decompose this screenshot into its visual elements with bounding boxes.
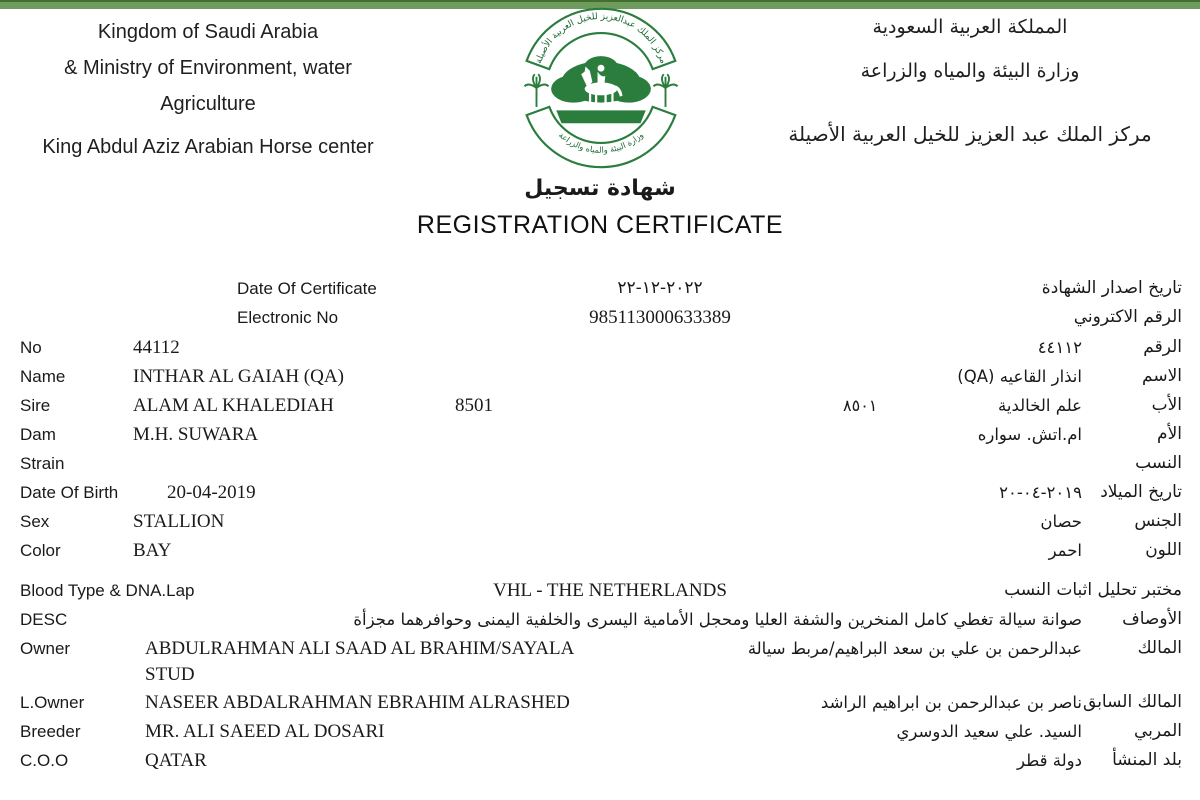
field-label-ar: تاريخ الميلاد bbox=[1100, 482, 1182, 502]
field-value-ar: ٤٤١١٢ bbox=[1037, 338, 1082, 357]
field-label-en: Sex bbox=[20, 512, 50, 531]
field-label-en: No bbox=[20, 338, 42, 357]
certificate-info-section bbox=[0, 274, 1200, 332]
logo-palm-icon-left bbox=[524, 74, 548, 107]
field-label-en: Color bbox=[20, 541, 61, 560]
field-label-ar: الجنس bbox=[1134, 511, 1182, 531]
sire-number-ar: ٨٥٠١ bbox=[843, 396, 878, 415]
field-row-strain bbox=[0, 449, 1200, 478]
field-label-en: L.Owner bbox=[20, 693, 85, 712]
field-label-en: Blood Type & DNA.Lap bbox=[20, 581, 195, 600]
field-value-en: QATAR bbox=[145, 750, 207, 771]
field-value-en: INTHAR AL GAIAH (QA) bbox=[133, 366, 344, 387]
fields-section bbox=[0, 333, 1200, 775]
sire-number-en: 8501 bbox=[455, 395, 493, 416]
field-label-ar: الرقم bbox=[1143, 337, 1182, 357]
cert-info-row bbox=[0, 303, 1200, 332]
logo-top-arc-text: مركز الملك عبدالعزيز للخيل العربية الأصيلة bbox=[534, 11, 668, 66]
field-value-ar: السيد. علي سعيد الدوسري bbox=[896, 722, 1082, 741]
field-label-ar: الأب bbox=[1151, 395, 1182, 415]
field-value-en: NASEER ABDALRAHMAN EBRAHIM ALRASHED bbox=[145, 692, 570, 713]
field-value-ar: ام.اتش. سواره bbox=[977, 425, 1082, 444]
field-label-en: C.O.O bbox=[20, 751, 69, 770]
field-row-dam bbox=[0, 420, 1200, 449]
field-label-en: Breeder bbox=[20, 722, 81, 741]
electronic-no-label-en: Electronic No bbox=[237, 308, 339, 327]
field-row-no bbox=[0, 333, 1200, 362]
cert-date-value: ٢٠٢٢-١٢-٢٢ bbox=[617, 278, 703, 298]
field-value-ar: عبدالرحمن بن علي بن سعد البراهيم/مربط سيالة bbox=[747, 639, 1082, 658]
field-label-ar: مختبر تحليل اثبات النسب bbox=[1004, 580, 1182, 600]
org-name-arabic: مركز الملك عبد العزيز للخيل العربية الأصيلة bbox=[788, 122, 1152, 146]
field-label-ar: الاسم bbox=[1142, 366, 1182, 386]
field-label-en: Dam bbox=[20, 425, 56, 444]
field-value-ar: صوانة سيالة تغطي كامل المنخرين والشفة العليا ومحجل الأمامية اليسرى والخلفية اليمنى وحوافرهما مجزأة bbox=[353, 610, 1082, 629]
field-value-ar: ٢٠١٩-٠٤-٢٠ bbox=[999, 483, 1082, 502]
field-value-en: STALLION bbox=[133, 511, 225, 532]
electronic-no-value: 985113000633389 bbox=[589, 307, 731, 328]
field-label-ar: المالك bbox=[1137, 638, 1182, 658]
field-value-en: BAY bbox=[133, 540, 172, 561]
header-line-kingdom-ar: المملكة العربية السعودية bbox=[872, 16, 1068, 38]
field-value-ar: علم الخالدية bbox=[998, 396, 1082, 415]
field-value-ar: ناصر بن عبدالرحمن بن ابراهيم الراشد bbox=[820, 693, 1082, 712]
field-row-date-of-birth bbox=[0, 478, 1200, 507]
field-value-ar: حصان bbox=[1040, 512, 1082, 531]
field-row-desc bbox=[0, 605, 1200, 634]
logo-bottom-arc-text: وزارة البيئة والمياه والزراعة bbox=[556, 129, 646, 155]
cert-date-label-en: Date Of Certificate bbox=[237, 279, 377, 298]
field-label-en: DESC bbox=[20, 610, 68, 629]
field-row-color bbox=[0, 536, 1200, 565]
field-value-en: 20-04-2019 bbox=[167, 482, 256, 503]
field-label-ar: الأم bbox=[1157, 424, 1182, 444]
title-arabic: شهادة تسجيل bbox=[524, 176, 676, 201]
field-value-en: ALAM AL KHALEDIAH bbox=[133, 395, 334, 416]
field-label-ar: الأوصاف bbox=[1122, 609, 1182, 629]
electronic-no-label-ar: الرقم الاكتروني bbox=[1073, 307, 1182, 327]
field-row-coo bbox=[0, 746, 1200, 775]
field-label-en: Date Of Birth bbox=[20, 483, 119, 502]
field-label-ar: اللون bbox=[1145, 540, 1182, 560]
field-row-sex bbox=[0, 507, 1200, 536]
ministry-emblem-logo bbox=[515, 2, 687, 174]
field-value-en-line2: STUD bbox=[145, 664, 195, 685]
field-label-en: Name bbox=[20, 367, 66, 386]
field-value-ar: دولة قطر bbox=[1017, 751, 1082, 770]
field-value-en: MR. ALI SAEED AL DOSARI bbox=[145, 721, 385, 742]
field-row-lowner bbox=[0, 688, 1200, 717]
field-label-ar: المربي bbox=[1133, 721, 1182, 741]
header-line-ministry-ar: وزارة البيئة والمياه والزراعة bbox=[860, 60, 1080, 82]
header-line-agriculture: Agriculture bbox=[160, 93, 256, 115]
header-english bbox=[16, 14, 400, 122]
header-line-ministry: & Ministry of Environment, water bbox=[64, 57, 352, 79]
logo-palm-icon-right bbox=[653, 74, 677, 107]
cert-info-row bbox=[0, 274, 1200, 303]
title-english: REGISTRATION CERTIFICATE bbox=[416, 211, 784, 239]
field-label-ar: بلد المنشأ bbox=[1112, 750, 1182, 770]
field-label-ar: المالك السابق bbox=[1083, 692, 1182, 712]
field-value-ar: احمر bbox=[1048, 541, 1082, 560]
field-row-sire bbox=[0, 391, 1200, 420]
field-row-blood-type bbox=[0, 576, 1200, 605]
field-value-en: 44112 bbox=[133, 337, 180, 358]
field-value-ar: انذار القاعيه (QA) bbox=[957, 367, 1082, 386]
field-row-name bbox=[0, 362, 1200, 391]
field-row-breeder bbox=[0, 717, 1200, 746]
field-label-en: Owner bbox=[20, 639, 71, 658]
field-value-en: ABDULRAHMAN ALI SAAD AL BRAHIM/SAYALA bbox=[145, 638, 575, 659]
field-label-en: Strain bbox=[20, 454, 65, 473]
header-line-kingdom: Kingdom of Saudi Arabia bbox=[97, 21, 319, 43]
cert-date-label-ar: تاريخ اصدار الشهادة bbox=[1041, 278, 1182, 298]
field-value-en: M.H. SUWARA bbox=[133, 424, 259, 445]
field-label-en: Sire bbox=[20, 396, 51, 415]
field-row-owner bbox=[0, 634, 1200, 688]
org-name-english: King Abdul Aziz Arabian Horse center bbox=[42, 136, 374, 158]
section-gap bbox=[0, 565, 1200, 576]
field-value-en: VHL - THE NETHERLANDS bbox=[493, 580, 727, 601]
field-label-ar: النسب bbox=[1135, 453, 1182, 473]
